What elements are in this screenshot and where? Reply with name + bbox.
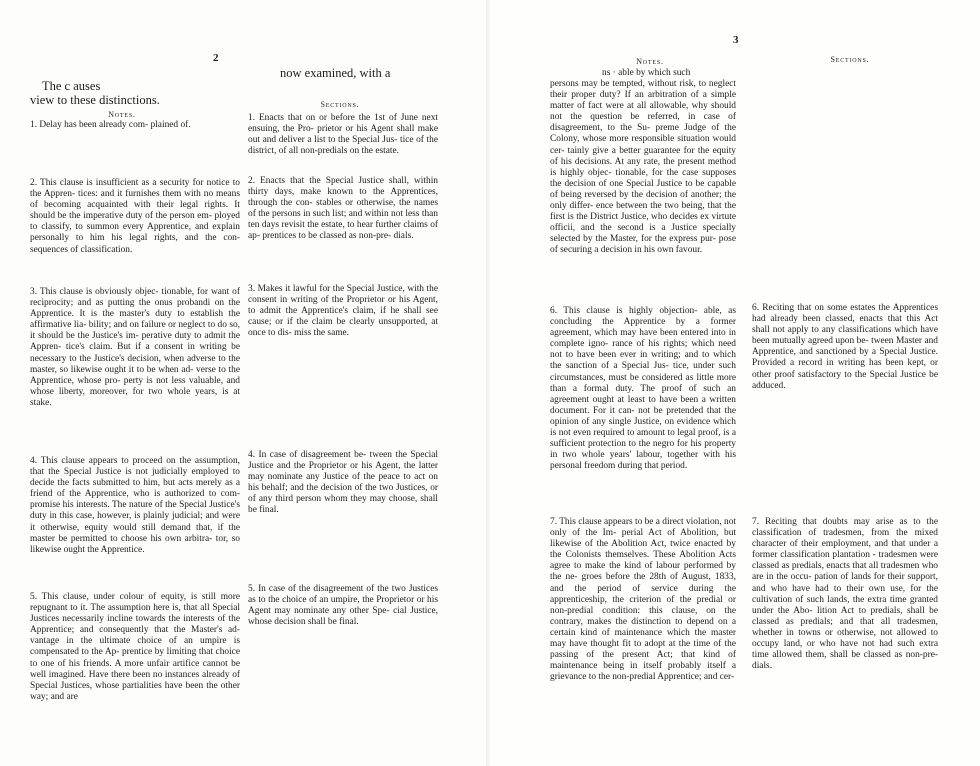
section-6-block [752, 303, 938, 392]
page-number-right: 3 [733, 34, 739, 46]
section-6: 6. Reciting that on some estates the Apprentices had already been classed, enacts that this Act shall not apply to any classifications which have been mutually agreed upon be- tween Master and Apprentice, and sanctioned by a Special Justice. Provided a record in writing has been kept, or other proof satisfactory to the Special Justice be adduced. [752, 303, 938, 391]
title-left-line1: The c auses [42, 79, 101, 93]
notes-column-left [30, 120, 240, 131]
note-4-block [30, 456, 240, 556]
section-1-block [248, 113, 438, 157]
section-3: 3. Makes it lawful for the Special Justice, with the consent in writing of the Proprietor or his Agent, to admit the Apprentice's claim, if he shall see cause; or if the claim be clearly unsupported, at once to dis- miss the same. [248, 284, 438, 339]
title-right: now examined, with a [280, 66, 391, 80]
note-1: 1. Delay has been already com- plained of. [30, 120, 191, 130]
notes-top-fragment: ns · able by which such [602, 68, 691, 78]
note-7-block [550, 517, 736, 683]
section-7: 7. Reciting that doubts may arise as to the classification of tradesmen, from the mixed character of their employment, and that under a former classification plantation - tradesmen were classed as predials, enacts that all tradesmen who are in the occu- pation of lands for their support, and who have had to their own use, for the cultivation of such lands, the extra time granted under the Abo- lition Act to predials, shall be classed as predials; and that all tradesmen, whether in towns or otherwise, not allowed to occupy land, or who have not had such extra time allowed them, shall be classed as non-pre- dials. [752, 517, 938, 672]
right-page [490, 0, 980, 766]
notes-continued: persons may be tempted, without risk, to neglect their proper duty? If an arbitration of a simple matter of fact were at all allowable, why should not the question be referred, in case of disagreement, to the Su- preme Judge of the Colony, whose more responsible situation would cer- tainly give a better guarantee for the equity of his decisions. At any rate, the present method is highly objec- tionable, for the case supposes the decision of one Special Justice to be capable of being reversed by the decision of another; the only differ- ence between the two being, that the first is the District Justice, who decides ex virtute officii, and the second is a Justice specially selected by the Master, for the express pur- pose of securing a decision in his own favour. [550, 79, 736, 256]
notes-heading-left: Notes. [108, 110, 136, 119]
section-3-block [248, 284, 438, 339]
section-4: 4. In case of disagreement be- tween the Special Justice and the Proprietor or his Agent, the latter may nominate any Justice of the peace to act on his behalf; and the decision of the two Justices, or of any third person whom they may choose, shall be final. [248, 450, 438, 516]
page-number-left: 2 [213, 52, 219, 64]
note-4: 4. This clause appears to proceed on the assumption, that the Special Justice is not judicially employed to decide the facts submitted to him, but acts merely as a friend of the Apprentice, who is authorized to com- promise his interests. The nature of the Special Justice's duty in this case, however, is plainly judicial; and were it otherwise, equity would still demand that, if the master be permitted to choose his own arbitra- tor, so likewise ought the Apprentice. [30, 456, 240, 555]
note-3: 3. This clause is obviously objec- tionable, for want of reciprocity; and as putting the onus probandi on the Apprentice. It is the master's duty to establish the affirmative lia- bility; and on failure or neglect to do so, it should be the Justice's im- perative duty to admit the Appren- tice's claim. But if a consent in writing be necessary to the Justice's decision, when adverse to the master, so likewise ought it to be when ad- verse to the Apprentice, whose pro- perty is not less valuable, and whose liberty, moreover, for two whole years, is at stake. [30, 287, 240, 408]
section-2: 2. Enacts that the Special Justice shall, within thirty days, make known to the Apprentices, through the con- stables or otherwise, the names of the persons in such list; and within not less than ten days revisit the estate, to hear further claims of ap- prentices to be classed as non-pre- dials. [248, 176, 438, 242]
title-left-line2: view to these distinctions. [30, 93, 160, 107]
section-7-block [752, 517, 938, 672]
note-6-block [550, 306, 736, 472]
note-6: 6. This clause is highly objection- able, as concluding the Apprentice by a former agreement, which may have been entered into in complete igno- rance of his rights; which need not to have been ever in writing; and to which the sanction of a Special Jus- tice, under such circumstances, must be considered as little more than a formal duty. The proof of such an agreement ought at least to have been a written document. For it can- not be pretended that the opinion of any single Justice, on evidence which is not even required to amount to legal proof, is a sufficient protection to the negro for his property in two whole years' labour, together with his personal freedom during that period. [550, 306, 736, 472]
section-4-block [248, 450, 438, 517]
note-2-block [30, 178, 240, 256]
sections-heading-right: Sections. [830, 55, 870, 64]
sections-heading-left: Sections. [320, 100, 360, 109]
note-2: 2. This clause is insufficient as a security for notice to the Appren- tices: and it furnishes them with no means of becoming acquainted with their legal rights. It should be the imperative duty of the person em- ployed to classify, to summon every Apprentice, and explain personally to him his legal rights, and the con- sequences of classification. [30, 178, 240, 255]
section-5-block [248, 584, 438, 628]
section-2-block [248, 176, 438, 243]
note-3-block [30, 287, 240, 409]
section-5: 5. In case of the disagreement of the two Justices as to the choice of an umpire, the Proprietor or his Agent may nominate any other Spe- cial Justice, whose decision shall be final. [248, 584, 438, 628]
note-7: 7. This clause appears to be a direct violation, not only of the Im- perial Act of Abolition, but likewise of the Abolition Act, twice enacted by the Colonists themselves. These Abolition Acts agree to make the kind of labour performed by the ne- groes before the 28th of August, 1833, and the period of service during the apprenticeship, the criterion of the predial or non-predial condition: this clause, on the contrary, makes the distinction to depend on a certain kind of maintenance which the master may have thought fit to adopt at the time of the passing of the present Act; that kind of maintenance being in itself probably itself a grievance to the non-predial Apprentice; and cer- [550, 517, 736, 683]
notes-heading-right: Notes. [636, 57, 664, 66]
notes-continued-block [550, 79, 736, 257]
note-5-block [30, 592, 240, 703]
note-5: 5. This clause, under colour of equity, is still more repugnant to it. The assumption here is, that all Special Justices necessarily incline towards the interests of the Apprentice; and consequently that the Master's ad- vantage in the ultimate choice of an umpire is compensated to the Ap- prentice by limiting that choice to one of his friends. A more unfair artifice cannot be well imagined. Have there been no instances already of Special Justices, whose partialities have been the other way; and are [30, 592, 240, 702]
section-1: 1. Enacts that on or before the 1st of June next ensuing, the Pro- prietor or his Agent shall make out and deliver a list to the Special Jus- tice of the district, of all non-predials on the estate. [248, 113, 438, 157]
